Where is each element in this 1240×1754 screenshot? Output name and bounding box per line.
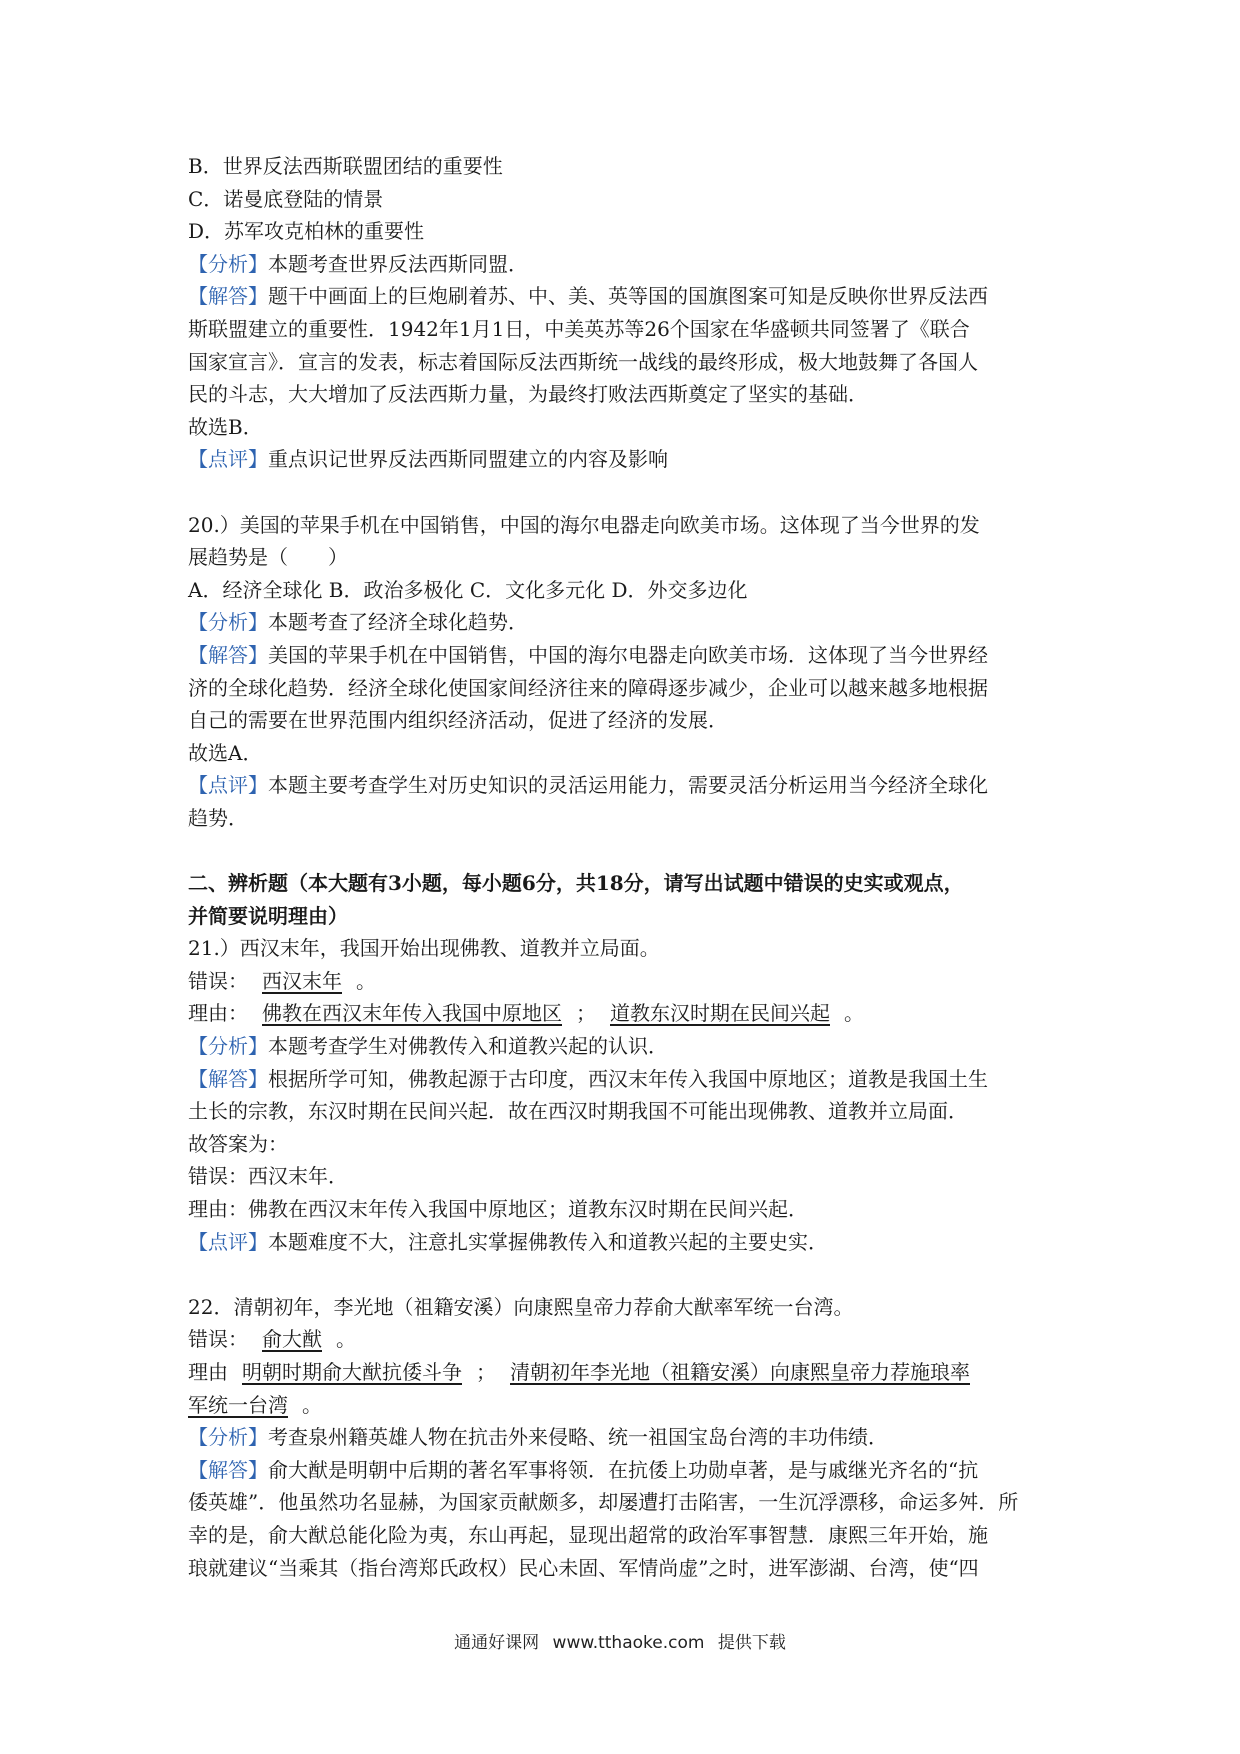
q20-choice: 故选A． (188, 740, 263, 765)
q22-reason-line-1 (188, 1356, 1058, 1389)
q22-reason-line-2 (188, 1389, 1058, 1422)
q22-answer-line-2: 倭英雄”．他虽然功名显赫，为国家贡献颇多，却屡遭打击陷害，一生沉浮漂移，命运多舛．所 (188, 1490, 1019, 1515)
q21-stem: 21.）西汉末年，我国开始出现佛教、道教并立局面。 (188, 936, 660, 961)
analysis-text: 本题考查了经济全球化趋势． (268, 610, 528, 635)
comment-text: 本题难度不大，注意扎实掌握佛教传入和道教兴起的主要史实． (268, 1229, 828, 1254)
error-blank: 俞大猷 (262, 1327, 322, 1352)
reason-label: 理由： (188, 1001, 248, 1026)
q21-analysis (188, 1030, 1058, 1063)
reason-sep: ； (476, 1359, 496, 1384)
analysis-tag: 【分析】 (188, 1034, 268, 1059)
comment-tag: 【点评】 (188, 773, 268, 798)
q19-option-c: C．诺曼底登陆的情景 (188, 186, 384, 211)
reason-blank-3: 军统一台湾 (188, 1392, 288, 1417)
error-label: 错误： (188, 1327, 248, 1352)
reason-blank-2: 清朝初年李光地（祖籍安溪）向康熙皇帝力荐施琅率 (510, 1359, 970, 1384)
error-label: 错误： (188, 968, 248, 993)
q20-answer-line-3: 自己的需要在世界范围内组织经济活动，促进了经济的发展． (188, 708, 728, 733)
q20-answer-line-2: 济的全球化趋势．经济全球化使国家间经济往来的障碍逐步减少，企业可以越来越多地根据 (188, 675, 988, 700)
analysis-tag: 【分析】 (188, 251, 268, 276)
analysis-text: 本题考查学生对佛教传入和道教兴起的认识． (268, 1034, 668, 1059)
q22-answer-line-1 (188, 1454, 1058, 1487)
analysis-tag: 【分析】 (188, 1425, 268, 1450)
section-title-line-2: 并简要说明理由） (188, 903, 348, 928)
reason-end: 。 (844, 1001, 864, 1026)
answer-text: 俞大猷是明朝中后期的著名军事将领．在抗倭上功勋卓著，是与戚继光齐名的“抗 (268, 1457, 979, 1482)
q20-stem-line-2: 展趋势是（ ） (188, 545, 348, 570)
q22-answer-line-4: 琅就建议“当乘其（指台湾郑氏政权）民心未固、军情尚虚”之时，进军澎湖、台湾，使“四 (188, 1555, 979, 1580)
comment-text: 重点识记世界反法西斯同盟建立的内容及影响 (268, 447, 668, 472)
q20-answer-line-1 (188, 639, 1058, 672)
comment-text: 本题主要考查学生对历史知识的灵活运用能力，需要灵活分析运用当今经济全球化 (268, 773, 988, 798)
answer-tag: 【解答】 (188, 642, 268, 667)
q19-option-d: D．苏军攻克柏林的重要性 (188, 219, 425, 244)
q19-answer-line-2: 斯联盟建立的重要性．1942年1月1日，中美英苏等26个国家在华盛顿共同签署了《联合 (188, 316, 970, 341)
answer-tag: 【解答】 (188, 1457, 268, 1482)
q19-answer-line-1 (188, 280, 1058, 313)
reason-label: 理由 (188, 1359, 228, 1384)
q19-choice: 故选B． (188, 414, 263, 439)
answer-tag: 【解答】 (188, 284, 268, 309)
footer-note: 提供下载 (717, 1633, 786, 1653)
error-end: 。 (336, 1327, 356, 1352)
footer-url[interactable]: www.tthaoke.com (552, 1633, 705, 1653)
q20-options: A．经济全球化 B．政治多极化 C．文化多元化 D．外交多边化 (188, 577, 748, 602)
reason-blank-1: 佛教在西汉末年传入我国中原地区 (262, 1001, 562, 1026)
q19-answer-line-3: 国家宣言》．宣言的发表，标志着国际反法西斯统一战线的最终形成，极大地鼓舞了各国人 (188, 349, 978, 374)
reason-blank-2: 道教东汉时期在民间兴起 (610, 1001, 830, 1026)
reason-end: 。 (302, 1392, 322, 1417)
q20-comment-line-2: 趋势． (188, 805, 248, 830)
answer-text: 题干中画面上的巨炮刷着苏、中、美、英等国的国旗图案可知是反映你世界反法西 (268, 284, 988, 309)
q20-analysis (188, 606, 1058, 639)
q21-answer-line-1 (188, 1063, 1058, 1096)
answer-tag: 【解答】 (188, 1066, 268, 1091)
q21-answer-label: 故答案为： (188, 1131, 288, 1156)
q22-stem: 22．清朝初年，李光地（祖籍安溪）向康熙皇帝力荐俞大猷率军统一台湾。 (188, 1294, 854, 1319)
page-footer (0, 1628, 1240, 1653)
q19-analysis (188, 248, 1058, 281)
q20-stem-line-1: 20.）美国的苹果手机在中国销售，中国的海尔电器走向欧美市场。这体现了当今世界的发 (188, 512, 980, 537)
q22-answer-line-3: 幸的是，俞大猷总能化险为夷，东山再起，显现出超常的政治军事智慧．康熙三年开始，施 (188, 1522, 988, 1547)
q20-comment-line-1 (188, 769, 1058, 802)
document-page (188, 150, 1058, 1584)
q21-error (188, 965, 1058, 998)
q22-analysis (188, 1421, 1058, 1454)
q21-comment (188, 1226, 1058, 1259)
q19-comment (188, 443, 1058, 476)
q21-answer-reason: 理由：佛教在西汉末年传入我国中原地区；道教东汉时期在民间兴起． (188, 1197, 808, 1221)
answer-text: 根据所学可知，佛教起源于古印度，西汉末年传入我国中原地区；道教是我国土生 (268, 1066, 988, 1091)
q19-option-b: B．世界反法西斯联盟团结的重要性 (188, 154, 503, 178)
error-end: 。 (356, 968, 376, 993)
q22-error (188, 1323, 1058, 1356)
comment-tag: 【点评】 (188, 447, 268, 472)
q21-answer-error: 错误：西汉末年． (188, 1164, 348, 1189)
comment-tag: 【点评】 (188, 1229, 268, 1254)
q21-answer-line-2: 土长的宗教，东汉时期在民间兴起．故在西汉时期我国不可能出现佛教、道教并立局面． (188, 1099, 968, 1124)
error-blank: 西汉末年 (262, 968, 342, 993)
q19-answer-line-4: 民的斗志，大大增加了反法西斯力量，为最终打败法西斯奠定了坚实的基础． (188, 382, 868, 407)
reason-blank-1: 明朝时期俞大猷抗倭斗争 (242, 1359, 462, 1384)
analysis-text: 考查泉州籍英雄人物在抗击外来侵略、统一祖国宝岛台湾的丰功伟绩． (268, 1425, 888, 1450)
reason-sep: ； (576, 1001, 596, 1026)
footer-site-name: 通通好课网 (454, 1633, 540, 1653)
q21-reason (188, 997, 1058, 1030)
analysis-text: 本题考查世界反法西斯同盟． (268, 251, 528, 276)
answer-text: 美国的苹果手机在中国销售，中国的海尔电器走向欧美市场．这体现了当今世界经 (268, 642, 988, 667)
analysis-tag: 【分析】 (188, 610, 268, 635)
section-title-line-1: 二、辨析题（本大题有3小题，每小题6分，共18分，请写出试题中错误的史实或观点， (188, 871, 964, 896)
